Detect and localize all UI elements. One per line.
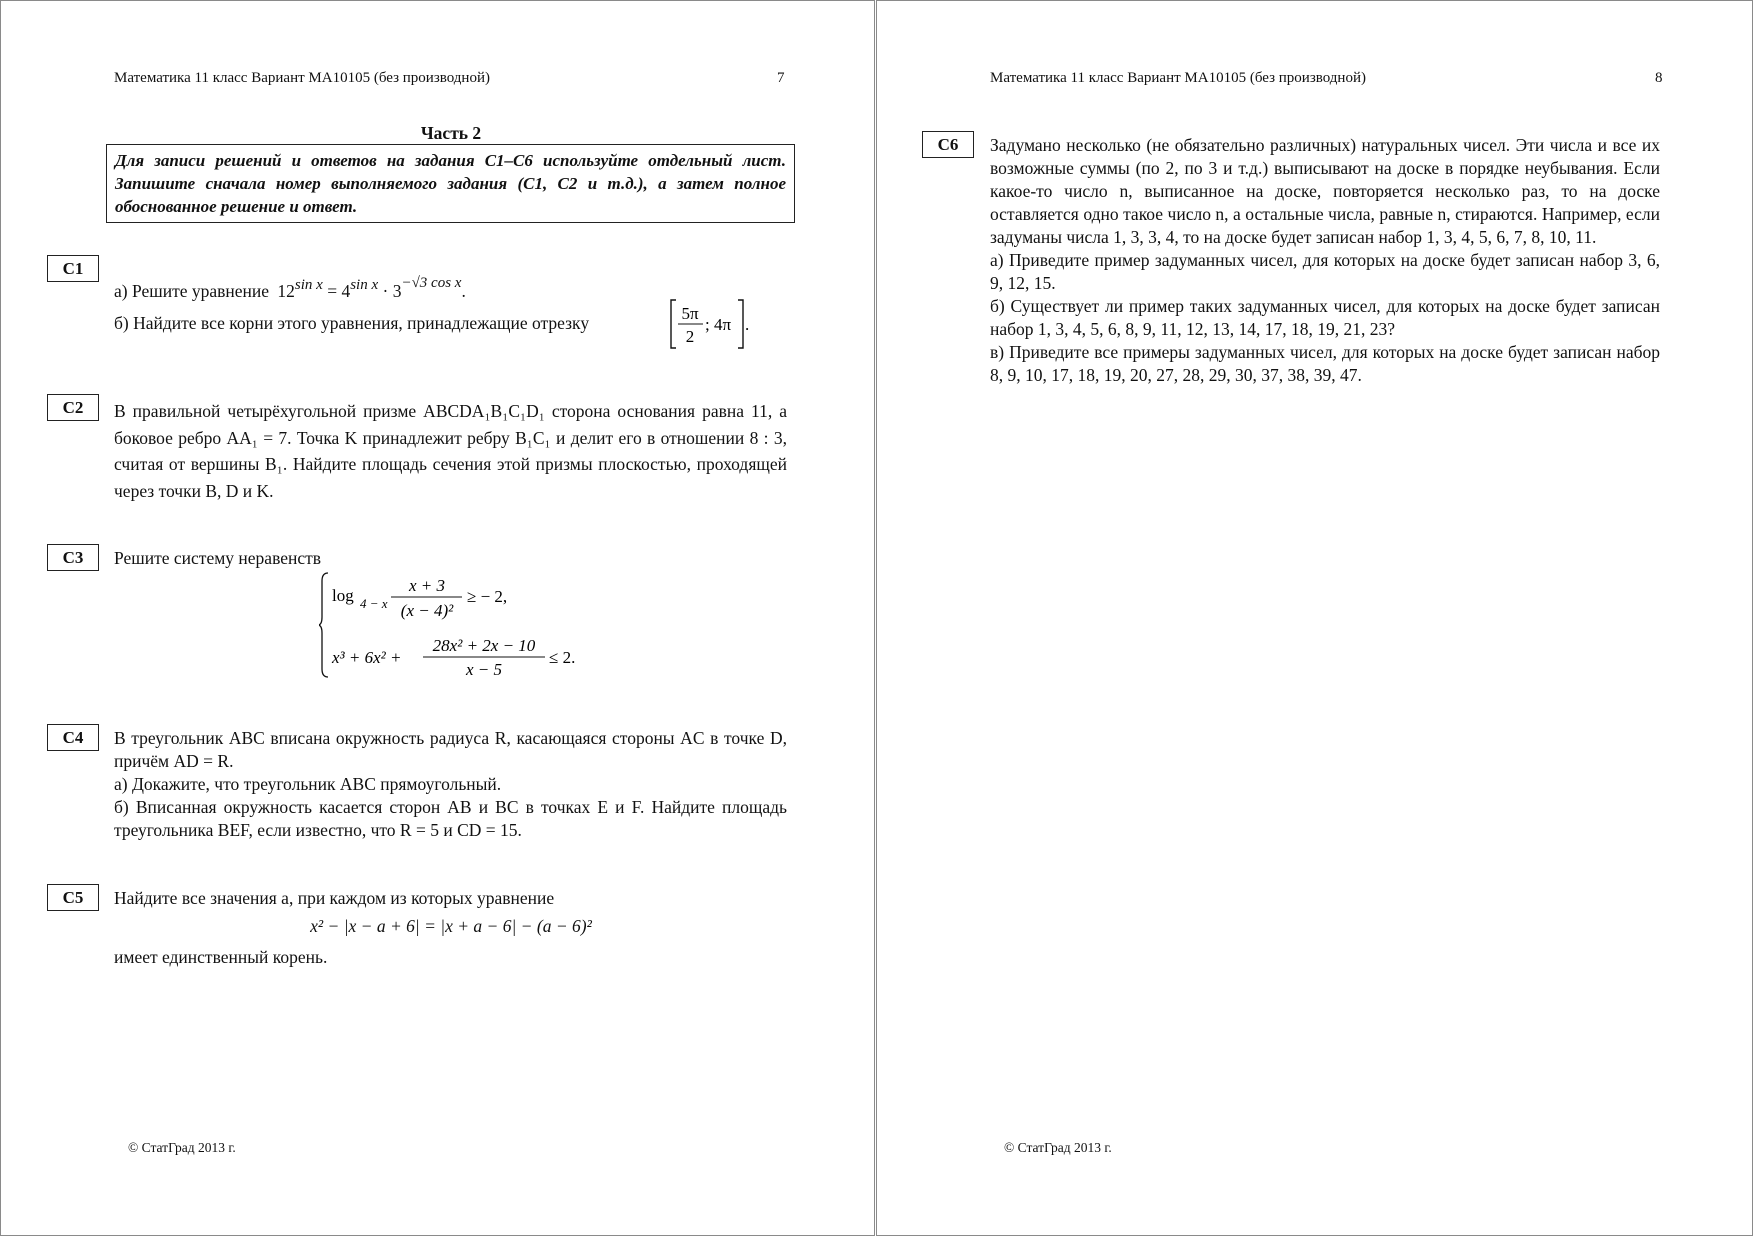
c6-p3: б) Существует ли пример таких задуманных чисел, для которых на доске будет записан набор 1, 3, 4, 5, 6, 8, 9, 11, 12, 13, 14, 17, 18, 19, 21, 23?	[990, 296, 1660, 339]
c4-p1: В треугольник ABC вписана окружность радиуса R, касающаяся стороны AC в точке D, причём AD = R.	[114, 728, 787, 771]
c3-l2-lhs: x³ + 6x² +	[332, 648, 402, 667]
c5-after: имеет единственный корень.	[114, 947, 328, 967]
part-instructions: Для записи решений и ответов на задания С1–С6 используйте отдельный лист. Запишите сначала номер выполняемого задания (С1, С2 и т.д.), а затем полное обоснованное решение и ответ.	[106, 144, 795, 223]
c1-seg-right: ; 4π	[705, 315, 732, 334]
task-label-c5: С5	[47, 884, 99, 911]
c3-log-base: 4 − x	[360, 596, 388, 611]
c3-text: Решите систему неравенств	[114, 548, 322, 568]
c4-p3: б) Вписанная окружность касается сторон AB и BC в точках E и F. Найдите площадь треугольника BEF, если известно, что R = 5 и CD = 15.	[114, 797, 787, 840]
c3-l1-den: (x − 4)²	[400, 601, 454, 620]
c3-l2-rhs: ≤ 2.	[549, 648, 576, 667]
c6-p2: а) Приведите пример задуманных чисел, для которых на доске будет записан набор 3, 6, 9, 12, 15.	[990, 250, 1660, 293]
c3-l1-num: x + 3	[408, 576, 446, 595]
c6-text	[990, 134, 1660, 387]
c5-equation: x² − |x − a + 6| = |x + a − 6| − (a − 6)²	[310, 916, 592, 936]
page-header: Математика 11 класс Вариант МА10105 (без производной)	[114, 70, 490, 86]
task-label-c4: С4	[47, 724, 99, 751]
c3-log: log	[332, 586, 354, 605]
c1-part-a	[114, 275, 466, 302]
c3-system-svg	[319, 569, 599, 681]
c1-seg-den: 2	[685, 327, 695, 346]
page-footer: © СтатГрад 2013 г.	[128, 1140, 236, 1155]
c3-l2-den: x − 5	[465, 660, 503, 679]
c4-text	[114, 727, 787, 842]
page-7	[0, 0, 875, 1236]
page-footer: © СтатГрад 2013 г.	[1004, 1140, 1112, 1155]
page-8	[876, 0, 1753, 1236]
c3-l2-num: 28x² + 2x − 10	[432, 636, 536, 655]
c5-text: Найдите все значения a, при каждом из которых уравнение	[114, 888, 555, 908]
part-title: Часть 2	[420, 123, 482, 143]
c1-segment	[667, 298, 752, 350]
page-number: 8	[1655, 70, 1663, 86]
c6-p1: Задумано несколько (не обязательно различных) натуральных чисел. Эти числа и все их возможные суммы (по 2, по 3 и т.д.) выписывают на доске в порядке неубывания. Если какое-то число n, выписанное на доске, повторяется несколько раз, то на доске оставляется одно такое число n, а остальные числа, равные n, стираются. Например, если задуманы числа 1, 3, 3, 4, то на доске будет записан набор 1, 3, 4, 5, 6, 7, 8, 10, 11.	[990, 135, 1660, 247]
c1-equation: $12^{sin x} = 4^{sin x} \cdot 3^{-√3 cos x}$.	[277, 275, 466, 301]
c3-system	[319, 569, 599, 681]
c1-seg-end: .	[745, 315, 750, 334]
c1-segment-bracket	[667, 298, 752, 350]
task-label-c2: С2	[47, 394, 99, 421]
task-label-c3: С3	[47, 544, 99, 571]
c4-p2: а) Докажите, что треугольник ABC прямоугольный.	[114, 774, 502, 794]
c1-part-b: б) Найдите все корни этого уравнения, принадлежащие отрезку	[114, 313, 590, 333]
page-header: Математика 11 класс Вариант МА10105 (без производной)	[990, 70, 1366, 86]
task-label-c6: С6	[922, 131, 974, 158]
page-number: 7	[777, 70, 785, 86]
c3-l1-rhs: ≥ − 2,	[467, 587, 508, 606]
c2-text: В правильной четырёхугольной призме ABCDA₁B₁C₁D₁ сторона основания равна 11, а боковое ребро AA₁ = 7. Точка K принадлежит ребру B₁C₁ и делит его в отношении 8 : 3, считая от вершины B₁. Найдите площадь сечения этой призмы плоскостью, проходящей через точки B, D и K.	[114, 401, 787, 501]
c1-a-text: а) Решите уравнение	[114, 281, 270, 301]
c1-seg-num: 5π	[681, 304, 699, 323]
task-label-c1: С1	[47, 255, 99, 282]
c6-p4: в) Приведите все примеры задуманных чисел, для которых на доске будет записан набор 8, 9, 10, 17, 18, 19, 20, 27, 28, 29, 30, 37, 38, 39, 47.	[990, 342, 1660, 385]
